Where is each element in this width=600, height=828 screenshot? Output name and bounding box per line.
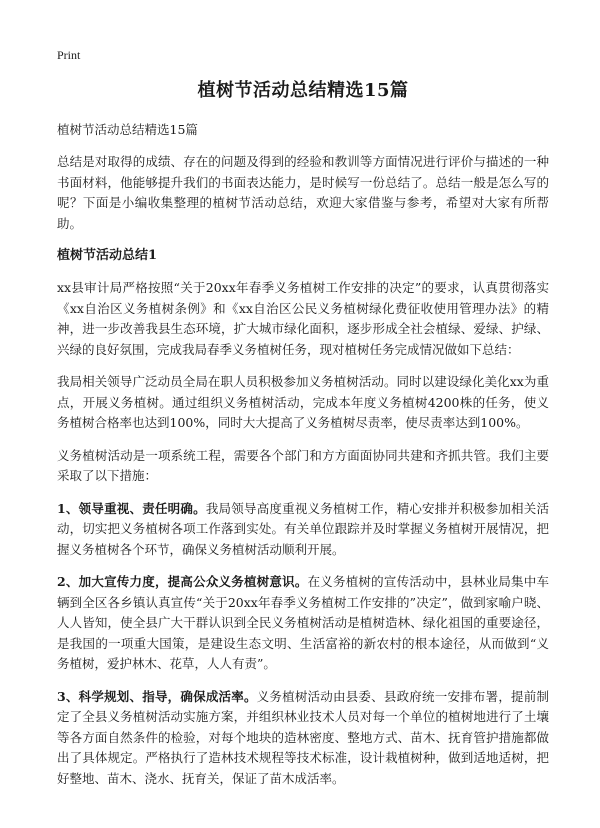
section-heading: 植树节活动总结1 [57,248,158,263]
measure-lead: 3、科学规划、指导，确保成活率。 [57,688,257,704]
print-link[interactable]: Print [57,48,81,62]
document-body [57,78,549,801]
measure-lead: 1、领导重视、责任明确。 [57,500,206,516]
measure-body: 我局领导高度重视义务植树工作，精心安排并积极参加相关活动，切实把义务植树各项工作落到实处。有关单位跟踪并及时掌握义务植树开展情况，把握义务植树各个环节，确保义务植树活动顺利开展。 [57,500,549,557]
measure-item-3 [57,687,549,790]
measure-item-1 [57,499,549,561]
intro-paragraph: 总结是对取得的成绩、存在的问题及得到的经验和教训等方面情况进行评价与描述的一种书面材料，他能够提升我们的书面表达能力，是时候写一份总结了。总结一般是怎么写的呢？下面是小编收集整理的植树节活动总结，欢迎大家借鉴与参考，希望对大家有所帮助。 [57,154,549,231]
document-subtitle: 植树节活动总结精选15篇 [57,122,198,137]
measure-body: 义务植树活动由县委、县政府统一安排布署，提前制定了全县义务植树活动实施方案，并组织林业技术人员对每一个单位的植树地进行了土壤等各方面自然条件的检验，对每个地块的造林密度、整地方式、苗木、抚育管护措施都做出了具体规定。严格执行了造林技术规程等技术标准，设计栽植树种，做到适地适树，把好整地、苗木、浇水、抚育关，保证了苗木成活率。 [57,688,549,786]
paragraph-3: 义务植树活动是一项系统工程，需要各个部门和方方面面协同共建和齐抓共管。我们主要采取了以下措施： [57,447,549,483]
page-title: 植树节活动总结精选15篇 [197,80,409,101]
measure-body: 在义务植树的宣传活动中，县林业局集中车辆到全区各乡镇认真宣传“关于20xx年春季义务植树工作安排的”决定”，做到家喻户晓、人人皆知，使全县广大干群认识到全民义务植树活动是植树造林、绿化祖国的重要途径，是我国的一项重大国策，是建设生态文明、生活富裕的新农村的根本途径，从而做到“义务植树，爱护林木、花草，人人有责”。 [57,574,549,671]
measure-item-2 [57,572,549,675]
paragraph-2: 我局相关领导广泛动员全局在职人员积极参加义务植树活动。同时以建设绿化美化xx为重点，开展义务植树。通过组织义务植树活动，完成本年度义务植树4200株的任务，使义务植树合格率也达到100%，同时大大提高了义务植树尽责率，使尽责率达到100%。 [57,374,549,430]
measure-lead: 2、加大宣传力度，提高公众义务植树意识。 [57,574,308,589]
paragraph-1: xx县审计局严格按照“关于20xx年春季义务植树工作安排的决定”的要求，认真贯彻落实《xx自治区义务植树条例》和《xx自治区公民义务植树绿化费征收使用管理办法》的精神，进一步改善我县生态环境，扩大城市绿化面积，逐步形成全社会植绿、爱绿、护绿、兴绿的良好氛围，完成我局春季义务植树任务，现对植树任务完成情况做如下总结： [57,280,549,357]
